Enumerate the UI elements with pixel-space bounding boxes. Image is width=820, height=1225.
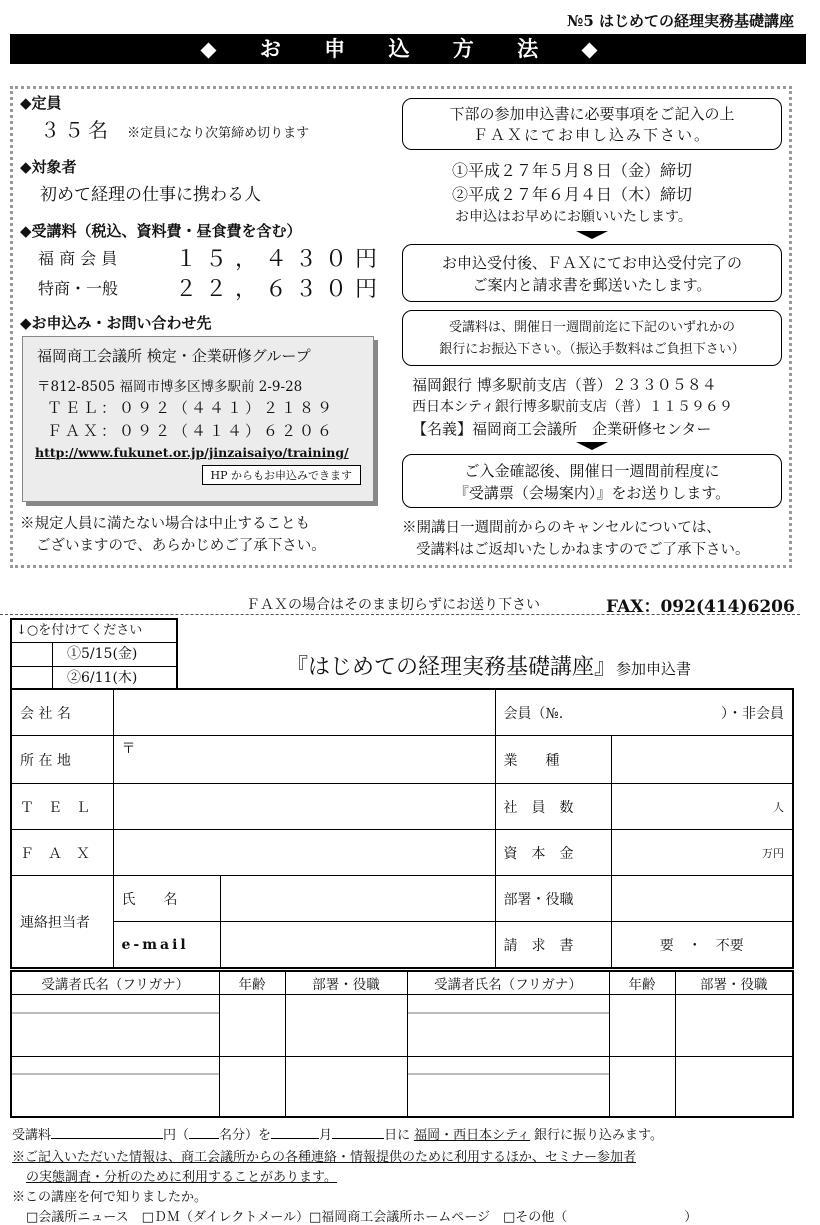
employees-field[interactable]: 人 (611, 784, 793, 830)
step-4-line-1: ご入金確認後、開催日一週間前程度に (464, 462, 720, 480)
contact-heading: ◆お申込み・お問い合わせ先 (20, 314, 212, 332)
capacity-heading: ◆定員 (20, 94, 62, 112)
participant-age-field[interactable] (609, 1057, 675, 1117)
fee-general-label: 特商・一般 (38, 279, 119, 298)
application-form (10, 688, 794, 969)
contact-person-label: 連絡担当者 (11, 876, 113, 969)
date-2-label: ②6/11(木) (67, 670, 138, 686)
fee-member-label: 福 商 会 員 (38, 249, 118, 268)
fee-member-value: １５，４３０円 (175, 247, 386, 272)
date-option-2[interactable] (12, 667, 176, 690)
date-2-checkbox[interactable] (12, 667, 53, 690)
participant-dept-field[interactable] (675, 995, 793, 1057)
date-option-1[interactable] (12, 643, 176, 667)
name-field[interactable] (220, 876, 495, 922)
email-field[interactable] (220, 922, 495, 969)
payment-day-blank[interactable] (332, 1124, 384, 1139)
hp-note: HP からもお申込みできます (202, 465, 362, 485)
capacity-note: ※定員になり次第締め切ります (127, 126, 310, 141)
tel-label: Ｔ Ｅ Ｌ (11, 784, 113, 830)
address-label: 所 在 地 (11, 736, 113, 784)
invoice-label: 請 求 書 (495, 922, 611, 969)
capital-label: 資 本 金 (495, 830, 611, 876)
step-1-box (402, 98, 782, 150)
fax-label: Ｆ Ａ Ｘ (11, 830, 113, 876)
participant-age-field[interactable] (219, 995, 285, 1057)
fax-field[interactable] (113, 830, 495, 876)
step-3-box (402, 310, 782, 366)
step-2-box (402, 244, 782, 302)
capacity-row (40, 114, 309, 143)
date-1-checkbox[interactable] (12, 643, 53, 666)
step-1-line-2: ＦＡＸにてお申し込み下さい。 (472, 126, 711, 144)
banner-title: ◆ お 申 込 方 法 ◆ (10, 34, 806, 64)
payment-line: 受講料 円（ 名分）を 月 日に 福岡・西日本シティ 銀行に振り込みます。 (12, 1124, 663, 1143)
payment-amount-blank[interactable] (51, 1124, 163, 1139)
table-row (11, 1057, 793, 1117)
form-title: 『はじめての経理実務基礎講座』参加申込書 (286, 655, 692, 680)
check-note: ↓○を付けてください (12, 620, 176, 643)
participant-dept-field[interactable] (285, 1057, 407, 1117)
payment-month-blank[interactable] (271, 1124, 319, 1139)
company-field[interactable] (113, 689, 495, 736)
survey-options[interactable]: □会議所ニュース □ＤＭ（ダイレクトメール）□福岡商工会議所ホームページ □その他（ ） (26, 1210, 698, 1225)
capacity-value: ３５名 (40, 118, 112, 142)
industry-label: 業 種 (495, 736, 611, 784)
fax-number: FAX：092(414)6206 (606, 597, 795, 617)
industry-field[interactable] (611, 736, 793, 784)
step-1-line-1: 下部の参加申込書に必要事項をご記入の上 (449, 105, 735, 123)
fax-note: ＦＡＸの場合はそのまま切らずにお送り下さい (246, 597, 540, 613)
table-row (11, 995, 793, 1057)
bank-account-name: 【名義】福岡商工会議所 企業研修センター (412, 420, 712, 438)
target-heading: ◆対象者 (20, 158, 77, 176)
step-arrow-icon (576, 442, 608, 450)
participant-name-field[interactable] (11, 1057, 219, 1117)
capital-field[interactable]: 万円 (611, 830, 793, 876)
step-3-line-1: 受講料は、開催日一週間前迄に下記のいずれかの (448, 320, 735, 335)
contact-address: 〒812-8505 福岡市博多区博多駅前 2-9-28 (37, 379, 303, 395)
step-arrow-icon (576, 231, 608, 239)
invoice-options[interactable]: 要 ・ 不要 (611, 922, 793, 969)
participant-dept-field[interactable] (285, 995, 407, 1057)
privacy-note-1: ※ご記入いただいた情報は、商工会議所からの各種連絡・情報提供のために利用するほか、セミナー参加者 (12, 1150, 637, 1165)
cut-line (0, 614, 800, 615)
cancel-policy-2: 受講料はご返却いたしかねますのでご了承下さい。 (416, 542, 750, 558)
participant-dept-field[interactable] (675, 1057, 793, 1117)
dept-label: 部署・役職 (495, 876, 611, 922)
step-2-line-2: ご案内と請求書を郵送いたします。 (472, 276, 712, 294)
membership-field[interactable]: 会員（№. ）・非会員 (495, 689, 793, 736)
company-label: 会 社 名 (11, 689, 113, 736)
participant-name-field[interactable] (11, 995, 219, 1057)
participant-name-field[interactable] (407, 995, 609, 1057)
step-4-line-2: 『受講票（会場案内）』をお送りします。 (453, 484, 731, 502)
early-note: お申込はお早めにお願いいたします。 (455, 209, 692, 225)
deadline-1: ①平成２７年５月８日（金）締切 (452, 161, 693, 180)
contact-box (22, 336, 374, 502)
fee-general-value: ２２，６３０円 (175, 277, 386, 302)
deadline-2: ②平成２７年６月４日（木）締切 (452, 185, 693, 204)
contact-url-link[interactable]: http://www.fukunet.or.jp/jinzaisaiyo/training/ (35, 445, 349, 460)
date-select-box (10, 618, 178, 690)
bank-2: 西日本シティ銀行博多駅前支店（普）１１５９６９ (412, 399, 733, 415)
contact-tel: ＴＥＬ：０９２（４４１）２１８９ (47, 399, 336, 417)
series-label: №5 はじめての経理実務基礎講座 (567, 12, 794, 30)
privacy-note-2: の実態調査・分析のために利用することがあります。 (26, 1170, 337, 1185)
dept-field[interactable] (611, 876, 793, 922)
fee-heading: ◆受講料（税込、資料費・昼食費を含む） (20, 222, 302, 240)
participant-age-field[interactable] (219, 1057, 285, 1117)
step-3-line-2: 銀行にお振込下さい。（振込手数料はご負担下さい） (439, 342, 745, 357)
date-1-label: ①5/15(金) (67, 646, 138, 662)
cancel-note-2: ございますので、あらかじめご了承下さい。 (36, 538, 326, 554)
participant-name-field[interactable] (407, 1057, 609, 1117)
cancel-note-1: ※規定人員に満たない場合は中止することも (20, 516, 310, 532)
target-value: 初めて経理の仕事に携わる人 (40, 185, 261, 205)
cancel-policy-1: ※開講日一週間前からのキャンセルについては、 (402, 520, 721, 536)
address-field[interactable]: 〒 (113, 736, 495, 784)
payment-count-blank[interactable] (189, 1124, 219, 1139)
survey-question: ※この講座を何で知りましたか。 (12, 1190, 208, 1205)
contact-fax: ＦＡＸ：０９２（４１４）６２０６ (47, 422, 336, 440)
contact-org: 福岡商工会議所 検定・企業研修グループ (37, 347, 311, 365)
participant-age-field[interactable] (609, 995, 675, 1057)
bank-1: 福岡銀行 博多駅前支店（普）２３３０５８４ (412, 376, 717, 394)
participants-header: 受講者氏名（フリガナ） 年齢 部署・役職 受講者氏名（フリガナ） 年齢 部署・役職 (11, 971, 793, 995)
step-4-box (402, 454, 782, 508)
name-label: 氏 名 (113, 876, 220, 922)
step-2-line-1: お申込受付後、ＦＡＸにてお申込受付完了の (441, 254, 742, 272)
employees-label: 社 員 数 (495, 784, 611, 830)
participants-table (10, 970, 794, 1118)
email-label: e-mail (113, 922, 220, 969)
tel-field[interactable] (113, 784, 495, 830)
